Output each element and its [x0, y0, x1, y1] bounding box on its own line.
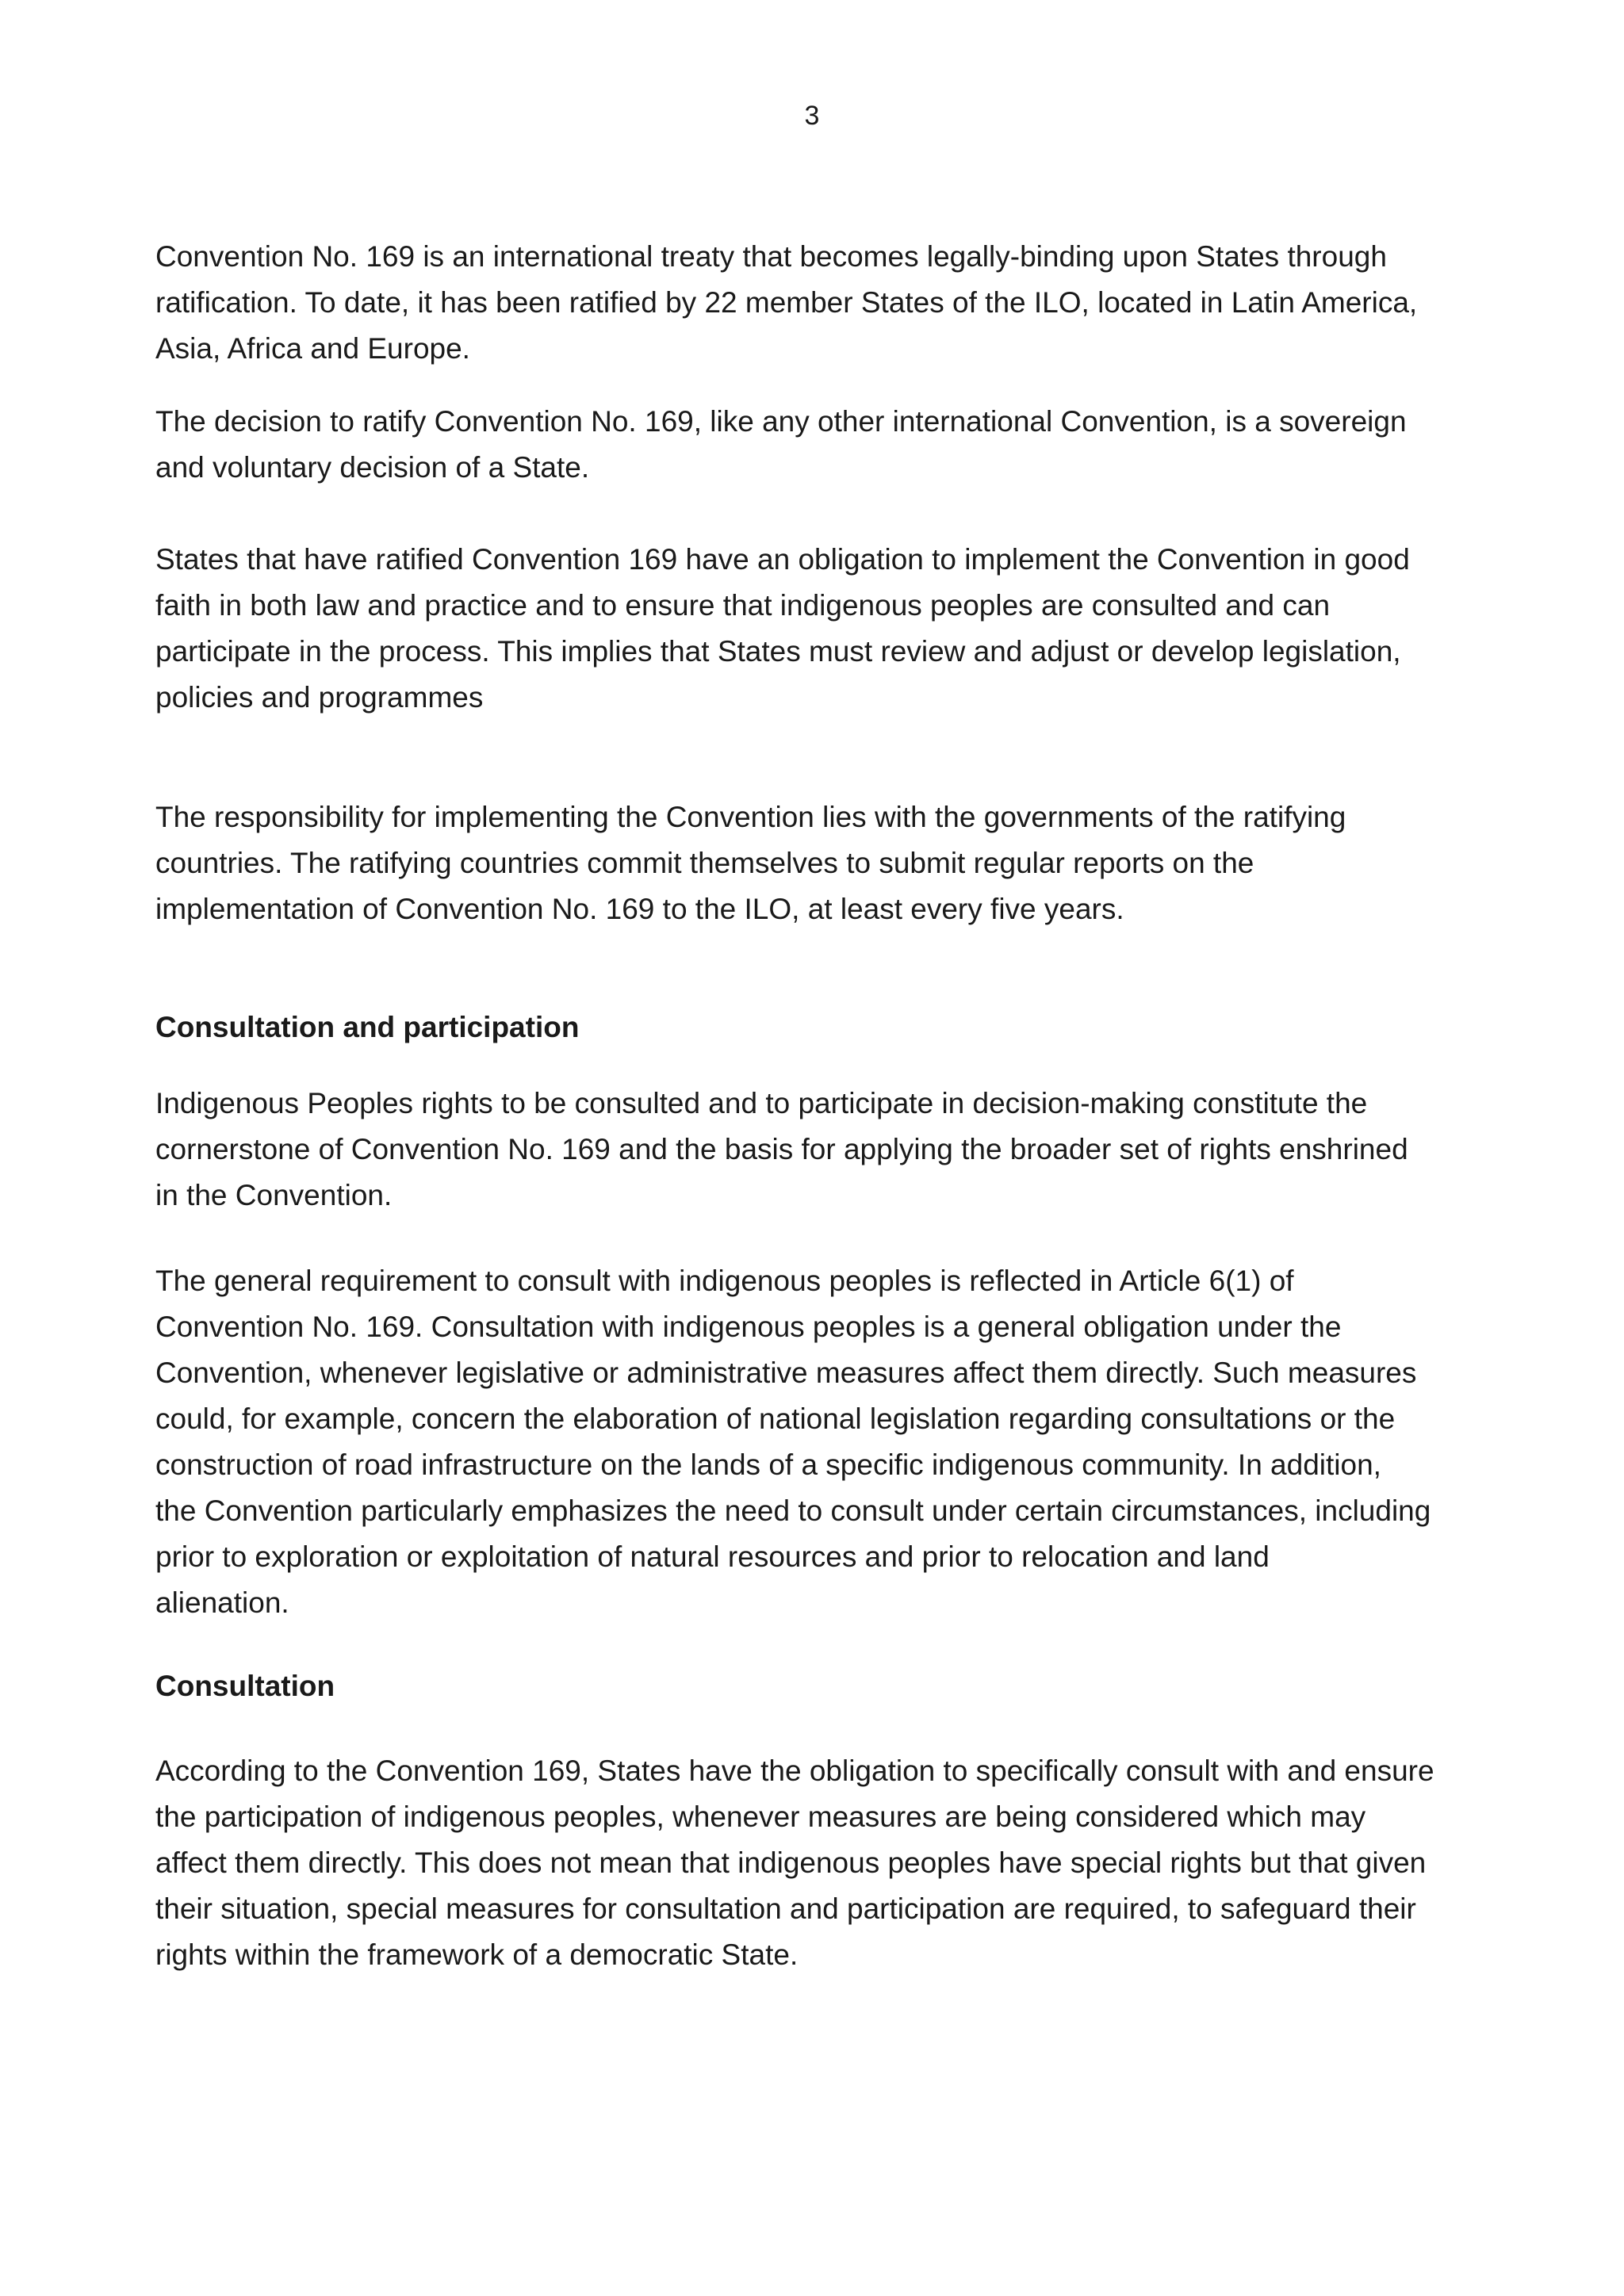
text-line: countries. The ratifying countries commit themselves to submit regular reports on the	[155, 847, 1254, 879]
text-line: affect them directly. This does not mean that indigenous peoples have special rights but that given	[155, 1846, 1427, 1879]
paragraph-obligation	[155, 537, 1488, 721]
text-line: Convention No. 169 is an international treaty that becomes legally-binding upon States through	[155, 240, 1387, 273]
text-line: The responsibility for implementing the Convention lies with the governments of the ratifying	[155, 801, 1346, 833]
paragraph-responsibility	[155, 794, 1488, 932]
heading-consultation-and-participation: Consultation and participation	[155, 1011, 580, 1043]
text-line: prior to exploration or exploitation of natural resources and prior to relocation and land	[155, 1540, 1270, 1573]
text-line: Indigenous Peoples rights to be consulted and to participate in decision-making constitute the	[155, 1087, 1368, 1119]
page-number: 3	[804, 101, 820, 131]
text-line: alienation.	[155, 1586, 289, 1619]
text-line: their situation, special measures for consultation and participation are required, to safeguard their	[155, 1892, 1416, 1925]
text-line: Asia, Africa and Europe.	[155, 332, 470, 365]
text-line: Convention No. 169. Consultation with indigenous peoples is a general obligation under the	[155, 1311, 1342, 1343]
text-line: Convention, whenever legislative or administrative measures affect them directly. Such measures	[155, 1357, 1417, 1389]
text-line: faith in both law and practice and to ensure that indigenous peoples are consulted and can	[155, 589, 1331, 622]
text-line: The decision to ratify Convention No. 169, like any other international Convention, is a sovereign	[155, 405, 1407, 438]
text-line: cornerstone of Convention No. 169 and the basis for applying the broader set of rights enshrined	[155, 1133, 1408, 1165]
text-line: could, for example, concern the elaboration of national legislation regarding consultations or the	[155, 1402, 1396, 1435]
text-line: implementation of Convention No. 169 to the ILO, at least every five years.	[155, 893, 1124, 925]
text-line: the Convention particularly emphasizes the need to consult under certain circumstances, including	[155, 1494, 1431, 1527]
text-line: participate in the process. This implies that States must review and adjust or develop legislation,	[155, 635, 1401, 668]
paragraph-general-requirement	[155, 1258, 1488, 1626]
text-line: rights within the framework of a democratic State.	[155, 1938, 799, 1971]
text-line: The general requirement to consult with indigenous peoples is reflected in Article 6(1) of	[155, 1265, 1294, 1297]
text-line: and voluntary decision of a State.	[155, 451, 590, 484]
text-line: policies and programmes	[155, 681, 484, 714]
paragraph-specific-consultation	[155, 1748, 1488, 1978]
text-line: States that have ratified Convention 169 have an obligation to implement the Convention in good	[155, 543, 1410, 576]
text-line: According to the Convention 169, States have the obligation to specifically consult with and ensure	[155, 1755, 1434, 1787]
paragraph-ratification	[155, 234, 1488, 372]
heading-consultation: Consultation	[155, 1670, 335, 1702]
text-line: construction of road infrastructure on the lands of a specific indigenous community. In addition,	[155, 1448, 1381, 1481]
text-line: the participation of indigenous peoples, whenever measures are being considered which may	[155, 1800, 1366, 1833]
text-line: in the Convention.	[155, 1179, 393, 1211]
text-line: ratification. To date, it has been ratified by 22 member States of the ILO, located in Latin America,	[155, 286, 1418, 319]
paragraph-sovereign-decision	[155, 399, 1488, 491]
paragraph-rights-cornerstone	[155, 1081, 1488, 1219]
